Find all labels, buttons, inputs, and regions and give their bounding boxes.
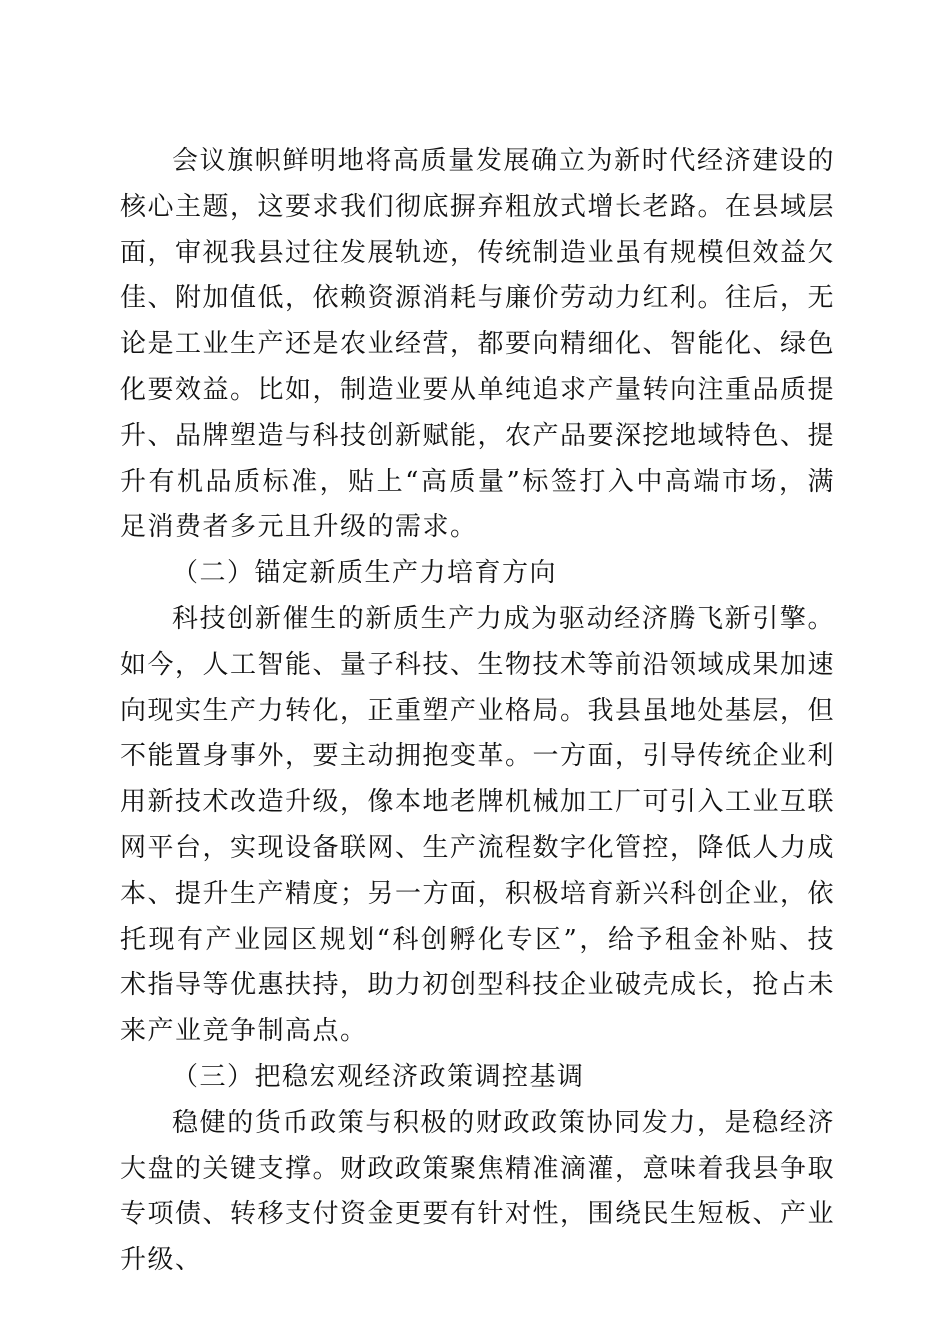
section-heading: （二）锚定新质生产力培育方向 [172, 558, 558, 589]
document-body [120, 139, 835, 1284]
paragraph: 会议旗帜鲜明地将高质量发展确立为新时代经济建设的核心主题，这要求我们彻底摒弃粗放式增长老路。在县域层面，审视我县过往发展轨迹，传统制造业虽有规模但效益欠佳、附加值低，依赖资源消耗与廉价劳动力红利。往后，无论是工业生产还是农业经营，都要向精细化、智能化、绿色化要效益。比如，制造业要从单纯追求产量转向注重品质提升、品牌塑造与科技创新赋能，农产品要深挖地域特色、提升有机品质标准，贴上“高质量”标签打入中高端市场，满足消费者多元且升级的需求。 [120, 146, 836, 543]
paragraph: 稳健的货币政策与积极的财政政策协同发力，是稳经济大盘的关键支撑。财政政策聚焦精准滴灌，意味着我县争取专项债、转移支付资金更要有针对性，围绕民生短板、产业升级、 [120, 1107, 836, 1276]
paragraph: 科技创新催生的新质生产力成为驱动经济腾飞新引擎。如今，人工智能、量子科技、生物技术等前沿领域成果加速向现实生产力转化，正重塑产业格局。我县虽地处基层，但不能置身事外，要主动拥抱变革。一方面，引导传统企业利用新技术改造升级，像本地老牌机械加工厂可引入工业互联网平台，实现设备联网、生产流程数字化管控，降低人力成本、提升生产精度；另一方面，积极培育新兴科创企业，依托现有产业园区规划“科创孵化专区”，给予租金补贴、技术指导等优惠扶持，助力初创型科技企业破壳成长，抢占未来产业竞争制高点。 [120, 603, 836, 1047]
section-heading: （三）把稳宏观经济政策调控基调 [172, 1061, 585, 1092]
